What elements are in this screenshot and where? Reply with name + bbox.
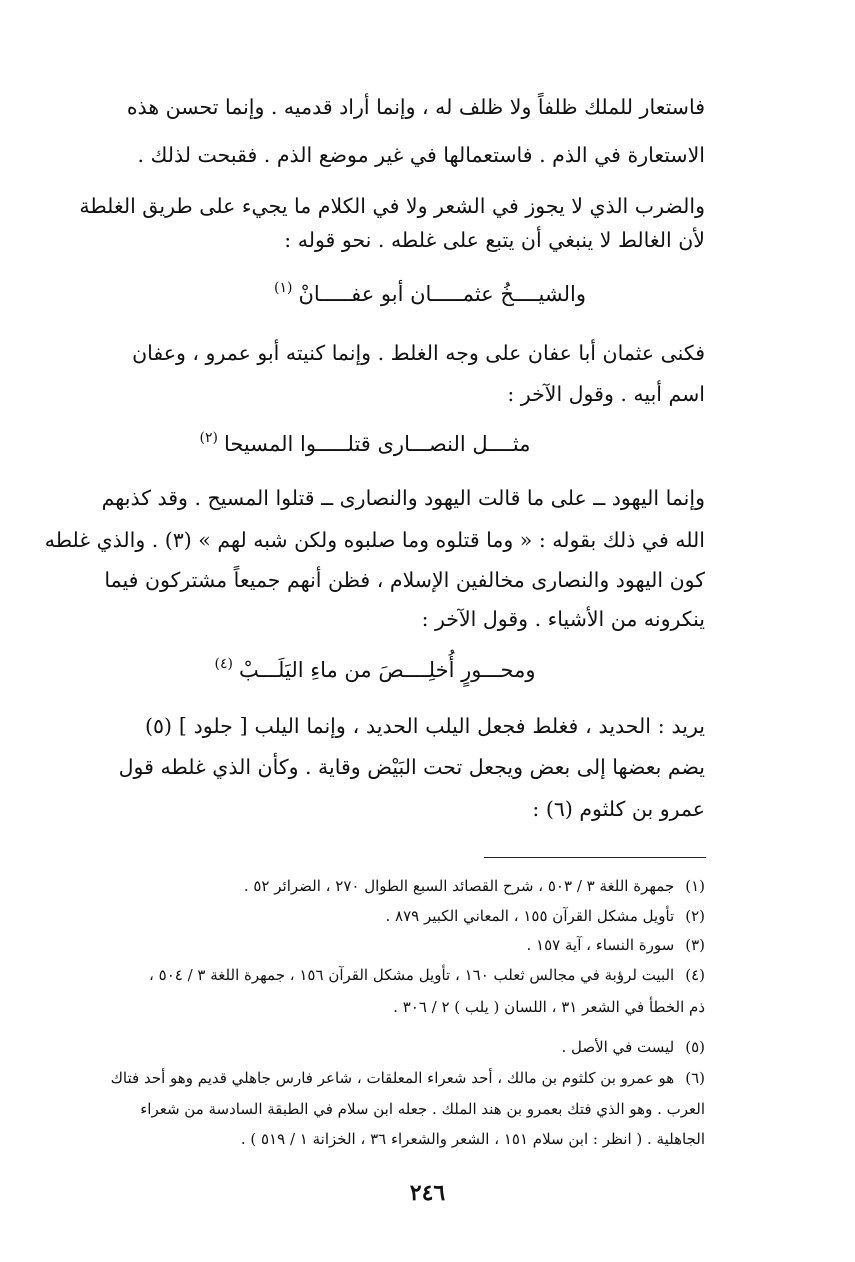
footnote <box>145 874 705 899</box>
footnote-number: (١) <box>685 877 705 895</box>
body-line: ينكرونه من الأشياء . وقول الآخر : <box>421 607 705 631</box>
footnote-number: (٢) <box>685 907 705 925</box>
footnote-text: جمهرة اللغة ٣ / ٥٠٣ ، شرح القصائد السبع الطوال ٢٧٠ ، الضرائر ٥٢ . <box>243 877 675 895</box>
verse-line <box>250 280 610 311</box>
footnote-number: (٤) <box>685 966 705 984</box>
footnote-text: سورة النساء ، آية ١٥٧ . <box>526 936 675 954</box>
footnote-continuation: الجاهلية . ( انظر : ابن سلام ١٥١ ، الشعر والشعراء ٣٦ ، الخزانة ١ / ٥١٩ ) . <box>240 1130 705 1148</box>
verse-text: والشيــــخُ عثمـــــان أبو عفـــــانْ <box>298 282 586 306</box>
body-line: فكنى عثمان أبا عفان على وجه الغلط . وإنما كنيته أبو عمرو ، وعفان <box>132 341 705 365</box>
footnote <box>145 963 705 988</box>
verse-text: ومحـــورٍ أُخلِــــصَ من ماءِ اليَلَـــبْ <box>238 658 536 682</box>
footnote-text: تأويل مشكل القرآن ١٥٥ ، المعاني الكبير ٨٧٩ . <box>385 907 675 925</box>
verse-footnote-ref: (٢) <box>199 430 218 446</box>
body-line: عمرو بن كلثوم (٦) : <box>532 797 705 821</box>
body-line: والضرب الذي لا يجوز في الشعر ولا في الكلام ما يجيء على طريق الغلطة <box>79 194 705 218</box>
verse-footnote-ref: (١) <box>274 280 293 296</box>
body-line: فاستعار للملك ظلفاً ولا ظلف له ، وإنما أراد قدميه . وإنما تحسن هذه <box>126 95 705 119</box>
footnote-separator <box>484 857 706 858</box>
body-line: كون اليهود والنصارى مخالفين الإسلام ، فظن أنهم جميعاً مشتركون فيما <box>104 568 705 592</box>
footnote-continuation: ذم الخطأ في الشعر ٣١ ، اللسان ( يلب ) ٢ / ٣٠٦ . <box>393 998 705 1016</box>
body-line: يضم بعضها إلى بعض ويجعل تحت البَيْض وقاية . وكأن الذي غلطه قول <box>118 755 705 779</box>
footnote-text: ليست في الأصل . <box>561 1038 675 1056</box>
body-line: اسم أبيه . وقول الآخر : <box>507 382 705 406</box>
footnote <box>110 1066 705 1091</box>
verse-text: مثــــل النصـــارى قتلـــــوا المسيحا <box>223 432 531 456</box>
footnote-text: البيت لرؤبة في مجالس ثعلب ١٦٠ ، تأويل مشكل القرآن ١٥٦ ، جمهرة اللغة ٣ / ٥٠٤ ، <box>149 966 675 984</box>
footnote <box>145 1035 705 1060</box>
footnote-text: هو عمرو بن كلثوم بن مالك ، أحد شعراء المعلقات ، شاعر فارس جاهلي قديم وهو أحد فتاك <box>110 1069 675 1087</box>
body-line: الله في ذلك بقوله : « وما قتلوه وما صلبوه ولكن شبه لهم » (٣) . والذي غلطه <box>44 528 705 552</box>
page-number: ٢٤٦ <box>409 1180 446 1206</box>
verse-footnote-ref: (٤) <box>214 656 233 672</box>
footnote <box>145 904 705 929</box>
body-line: يريد : الحديد ، فغلط فجعل اليلب الحديد ، وإنما اليلب [ جلود ] (٥) <box>145 714 705 738</box>
verse-line <box>165 430 565 461</box>
body-line: الاستعارة في الذم . فاستعمالها في غير موضع الذم . فقبحت لذلك . <box>137 143 705 167</box>
body-line: وإنما اليهود ــ على ما قالت اليهود والنصارى ــ قتلوا المسيح . وقد كذبهم <box>101 486 705 510</box>
footnote-continuation: العرب . وهو الذي فتك بعمرو بن هند الملك . جعله ابن سلام في الطبقة السادسة من شعراء <box>140 1100 705 1118</box>
footnote <box>145 933 705 958</box>
footnote-number: (٦) <box>685 1069 705 1087</box>
footnote-number: (٣) <box>685 936 705 954</box>
verse-line <box>175 656 575 687</box>
footnote-number: (٥) <box>685 1038 705 1056</box>
body-line: لأن الغالط لا ينبغي أن يتبع على غلطه . نحو قوله : <box>284 228 705 252</box>
